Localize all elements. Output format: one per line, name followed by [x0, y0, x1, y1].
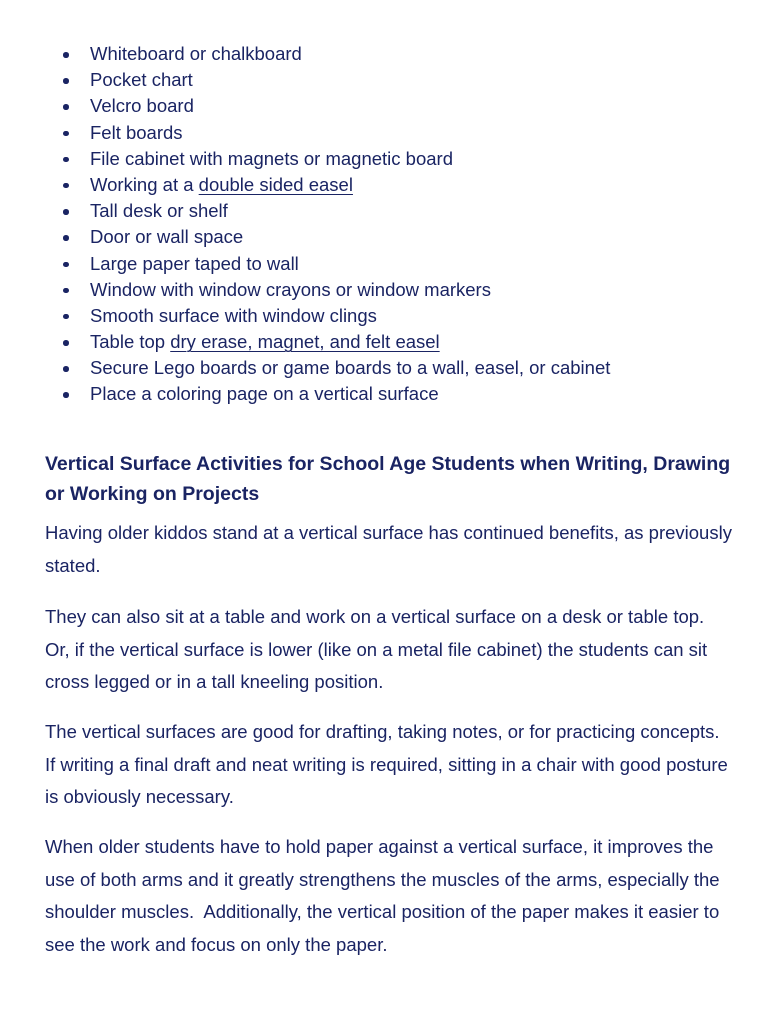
double-sided-easel-link[interactable]: double sided easel — [198, 173, 353, 195]
list-item: Whiteboard or chalkboard — [0, 41, 768, 67]
list-item: Table top dry erase, magnet, and felt easel — [0, 329, 768, 355]
section-heading: Vertical Surface Activities for School Age Students when Writing, Drawing or Working on Projects — [45, 453, 731, 505]
list-item: Large paper taped to wall — [0, 251, 768, 277]
list-item: Felt boards — [0, 120, 768, 146]
paragraph: They can also sit at a table and work on a vertical surface on a desk or table top. Or, if the vertical surface is lower (like on a metal file cabinet) the students can sit cross legged or in a tall kneeling position. — [45, 606, 710, 693]
list-item: Working at a double sided easel — [0, 172, 768, 198]
list-item: Smooth surface with window clings — [0, 303, 768, 329]
list-item: Velcro board — [0, 93, 768, 119]
paragraph: When older students have to hold paper against a vertical surface, it improves the use of both arms and it greatly strengthens the muscles of the arms, especially the shoulder muscles. Additionally, the vertical position of the paper makes it easier to see the work and focus on only the paper. — [45, 836, 720, 956]
paragraph: Having older kiddos stand at a vertical surface has continued benefits, as previously stated. — [45, 522, 732, 576]
list-item: Door or wall space — [0, 224, 768, 250]
list-item: Pocket chart — [0, 67, 768, 93]
list-item: Secure Lego boards or game boards to a wall, easel, or cabinet — [0, 355, 768, 381]
list-item: File cabinet with magnets or magnetic board — [0, 146, 768, 172]
paragraph: The vertical surfaces are good for drafting, taking notes, or for practicing concepts. If writing a final draft and neat writing is required, sitting in a chair with good posture is obviously necessary. — [45, 721, 728, 808]
list-item: Place a coloring page on a vertical surface — [0, 381, 768, 407]
vertical-surface-ideas-list — [0, 41, 768, 408]
list-item: Window with window crayons or window markers — [0, 277, 768, 303]
list-item: Tall desk or shelf — [0, 198, 768, 224]
dry-erase-easel-link[interactable]: dry erase, magnet, and felt easel — [170, 331, 440, 353]
